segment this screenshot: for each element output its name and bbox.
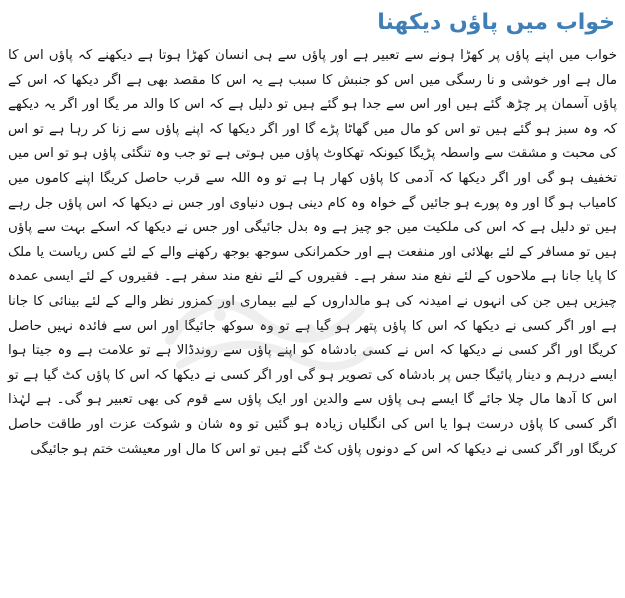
article-body: خواب میں اپنے پاؤں پر کھڑا ہونے سے تعبیر ہے اور پاؤں سے ہی انسان کھڑا ہوتا ہے دیکھنے کہ پاؤں اس کا مال ہے اور خوشی و نا رسگی میں اس کو جنبش کا سبب ہے یہ اس کا مقصد بھی ہے اگر دیکھا کہ اس کے پاؤں آسمان پر چڑھ گئے ہیں اور اس سے جدا ہو گئے ہیں تو دلیل ہے کہ اس کا والد مر یگا اور اگر یہ دیکھے کہ وہ سبز ہو گئے ہیں تو اس کو مال میں گھاٹا پڑے گا اور اگر دیکھا کہ اپنے پاؤں سے زنا کر رہا ہے تو اس کی محبت و مشقت سے واسطہ پڑیگا کیونکہ تھکاوٹ پاؤں میں ہوتی ہے تو جب وہ تنگئی پاؤں ہو تو اس میں تخفیف ہو گی اور اگر دیکھا کہ آدمی کا پاؤں کھار ہا ہے تو وہ اللہ سے قرب حاصل کریگا اپنے کاموں میں کامیاب ہو گا اور وہ پورے ہو جائیں گے خواہ وہ کام دینی ہوں دنیاوی اور جس نے دیکھا کہ اس پاؤں جل رہے ہیں تو دلیل ہے کہ اس کی ملکیت میں جو چیز ہے وہ بدل جائیگی اور جس نے دیکھا کہ اسکے بہت سے پاؤں ہیں تو مسافر کے لئے بھلائی اور منفعت ہے اور حکمرانکی سوجھ بوجھ رکھنے والے کے لئے کس ریاست یا ملک کا پایا جانا ہے ملاحوں کے لئے نفع مند سفر ہے۔ فقیروں کے لئے نفع مند سفر ہے۔ فقیروں کے لئے ایسی عمدہ چیزیں ہیں جن کی انہوں نے امیدنہ کی ہو مالداروں کے لیے بیماری اور کمزور نظر والے کے لئے بینائی کا جانا ہے اور اگر کسی نے دیکھا کہ اس کا پاؤں پتھر ہو گیا ہے تو وہ سوکھ جائیگا اور اس سے فائدہ نہیں حاصل کریگا اور اگر کسی نے دیکھا کہ اس نے کسی بادشاہ کو اپنے پاؤں سے روندڈالا ہے تو علامت ہے وہ جیتا ہوا ایسے درہم و دینار پائیگا جس پر بادشاہ کی تصویر ہو گی اور اگر کسی نے دیکھا کہ اس کا پاؤں کٹ گیا ہے تو اس کا آدھا مال چلا جائے گا ایسے ہی پاؤں سے والدین اور ایک پاؤں سے قوم کی بھی تعبیر ہو گی۔ ہے لہٰذا اگر کسی کا پاؤں درست ہوا یا اس کی انگلیاں زیادہ ہو گئیں تو وہ شان و شوکت عزت اور طاقت حاصل کریگا اور اگر کسی نے دیکھا کہ اس کے دونوں پاؤں کٹ گئے ہیں تو اس کا مال اور معیشت ختم ہو جائیگی bbox=[8, 48, 617, 457]
article-title: خواب میں پاؤں دیکھنا bbox=[377, 10, 615, 35]
